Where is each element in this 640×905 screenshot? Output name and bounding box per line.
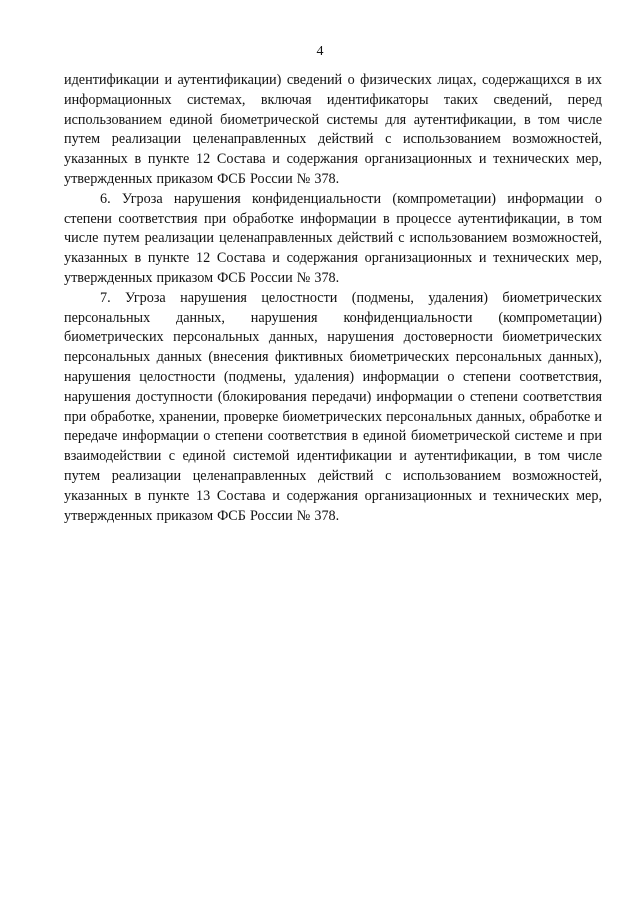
paragraph-item-7: 7. Угроза нарушения целостности (подмены, удаления) биометрических персональных данных, нарушения конфиденциальности (компрометации) биометрических персональных данных, нарушения достоверности биометрических персональных данных (внесения фиктивных биометрических персональных данных), нарушения целостности (подмены, удаления) информации о степени соответствия, нарушения доступности (блокирования передачи) информации о степени соответствия при обработке, хранении, проверке биометрических персональных данных, обработке и передаче информации о степени соответствия в единой биометрической системе и при взаимодействии с единой системой идентификации и аутентификации, в том числе путем реализации целенаправленных действий с использованием возможностей, указанных в пункте 13 Состава и содержания организационных и технических мер, утвержденных приказом ФСБ России № 378. <box>64 289 602 524</box>
page-number: 4 <box>316 44 324 59</box>
document-body <box>64 71 602 526</box>
paragraph-continuation: идентификации и аутентификации) сведений о физических лицах, содержащихся в их информационных системах, включая идентификаторы таких сведений, перед использованием единой биометрической системы для аутентификации, в том числе путем реализации целенаправленных действий с использованием возможностей, указанных в пункте 12 Состава и содержания организационных и технических мер, утвержденных приказом ФСБ России № 378. <box>64 72 602 187</box>
paragraph-item-6: 6. Угроза нарушения конфиденциальности (компрометации) информации о степени соответствия при обработке информации в процессе аутентификации, в том числе путем реализации целенаправленных действий с использованием возможностей, указанных в пункте 12 Состава и содержания организационных и технических мер, утвержденных приказом ФСБ России № 378. <box>64 190 602 286</box>
